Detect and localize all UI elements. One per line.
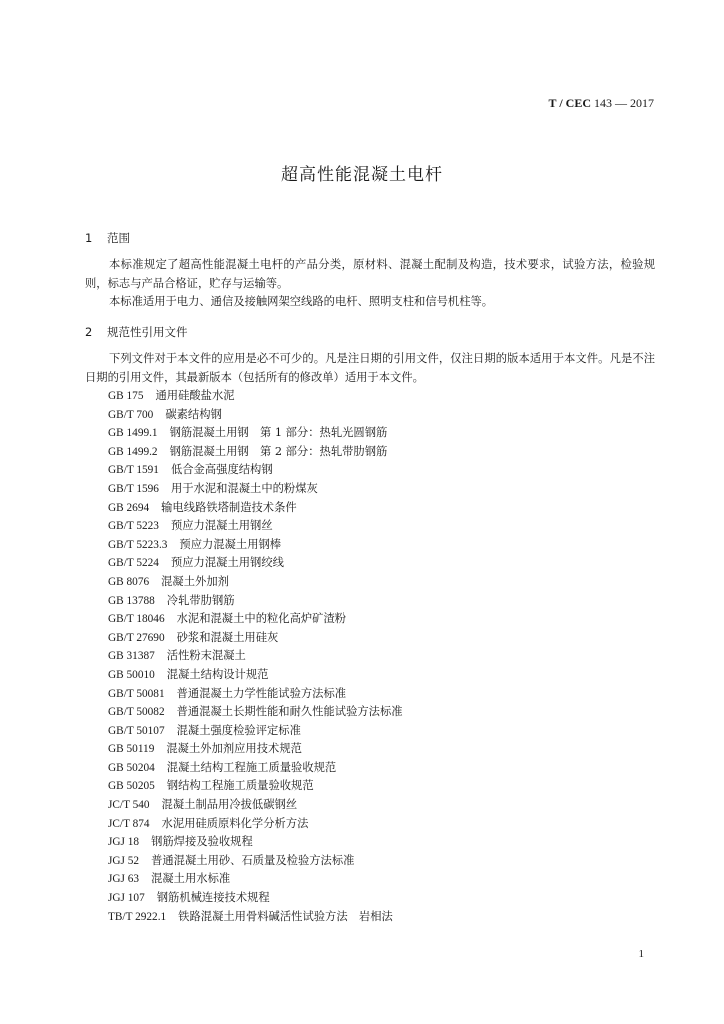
reference-item: [108, 480, 403, 499]
reference-item: [108, 647, 403, 666]
reference-title: 活性粉末混凝土: [166, 649, 246, 663]
reference-code: GB 2694: [108, 501, 150, 514]
reference-item: [108, 722, 403, 741]
reference-item: [108, 406, 403, 425]
reference-item: [108, 815, 403, 834]
reference-code: GB 50119: [108, 743, 155, 756]
reference-code: GB 50205: [108, 780, 155, 793]
reference-code: TB/T 2922.1: [108, 910, 167, 923]
page-number: 1: [638, 948, 644, 960]
reference-code: GB/T 50107: [108, 724, 165, 737]
reference-code: JGJ 107: [108, 892, 145, 905]
reference-title: 低合金高强度结构钢: [170, 463, 273, 477]
reference-code: GB 50204: [108, 761, 155, 774]
reference-code: GB/T 50081: [108, 687, 165, 700]
reference-code: GB/T 1591: [108, 464, 159, 477]
reference-list: [108, 387, 403, 926]
reference-title: 预应力混凝土用钢丝: [170, 519, 273, 533]
reference-item: [108, 554, 403, 573]
reference-item: [108, 387, 403, 406]
reference-title: 碳素结构钢: [165, 407, 222, 421]
section-title: 范围: [107, 231, 130, 245]
standard-code-prefix: T / CEC: [548, 96, 591, 110]
reference-title: 钢筋机械连接技术规程: [156, 891, 270, 905]
scope-paragraph-2: 本标准适用于电力、通信及接触网架空线路的电杆、照明支柱和信号机柱等。: [109, 295, 494, 308]
reference-item: [108, 499, 403, 518]
reference-title: 用于水泥和混凝土中的粉煤灰: [170, 481, 318, 495]
reference-title: 混凝土外加剂: [161, 574, 229, 588]
reference-code: JGJ 63: [108, 873, 140, 886]
references-intro-paragraph: 下列文件对于本文件的应用是必不可少的。凡是注日期的引用文件，仅注日期的版本适用于本文件。凡是不注日期的引用文件，其最新版本（包括所有的修改单）适用于本文件。: [85, 352, 655, 384]
reference-title: 铁路混凝土用骨料碱活性试验方法 岩相法: [178, 909, 393, 923]
reference-code: GB 1499.2: [108, 445, 158, 458]
reference-item: [108, 666, 403, 685]
reference-item: [108, 777, 403, 796]
reference-title: 水泥用硅质原料化学分析方法: [161, 816, 309, 830]
reference-title: 混凝土强度检验评定标准: [176, 723, 301, 737]
reference-title: 混凝土结构设计规范: [166, 667, 269, 681]
reference-code: GB 13788: [108, 594, 155, 607]
reference-code: GB 1499.1: [108, 427, 158, 440]
reference-title: 砂浆和混凝土用硅灰: [176, 630, 279, 644]
section-heading-normative-references: [85, 324, 188, 340]
reference-item: [108, 870, 403, 889]
reference-code: GB/T 50082: [108, 706, 165, 719]
reference-title: 普通混凝土力学性能试验方法标准: [176, 686, 347, 700]
reference-title: 钢筋混凝土用钢 第 1 部分：热轧光圆钢筋: [169, 426, 388, 440]
section-title: 规范性引用文件: [107, 325, 188, 339]
section-heading-scope: [85, 230, 130, 246]
reference-item: [108, 443, 403, 462]
reference-code: GB/T 5223.3: [108, 538, 168, 551]
reference-code: JGJ 18: [108, 836, 140, 849]
reference-item: [108, 703, 403, 722]
reference-title: 预应力混凝土用钢棒: [179, 537, 282, 551]
reference-item: [108, 629, 403, 648]
reference-item: [108, 759, 403, 778]
reference-code: GB/T 18046: [108, 613, 165, 626]
reference-item: [108, 833, 403, 852]
reference-title: 钢结构工程施工质量验收规范: [166, 779, 314, 793]
reference-code: GB/T 1596: [108, 482, 159, 495]
reference-code: GB/T 27690: [108, 631, 165, 644]
reference-title: 冷轧带肋钢筋: [166, 593, 235, 607]
reference-title: 预应力混凝土用钢绞线: [170, 556, 284, 570]
reference-item: [108, 424, 403, 443]
section-number: 2: [85, 325, 93, 339]
reference-title: 通用硅酸盐水泥: [155, 389, 235, 402]
reference-title: 普通混凝土长期性能和耐久性能试验方法标准: [176, 705, 403, 719]
reference-title: 混凝土结构工程施工质量验收规范: [166, 760, 337, 774]
reference-code: GB 8076: [108, 575, 150, 588]
reference-title: 普通混凝土用砂、石质量及检验方法标准: [151, 853, 355, 867]
standard-code: [549, 96, 654, 111]
reference-code: GB/T 5224: [108, 557, 159, 570]
reference-title: 混凝土制品用冷拔低碳钢丝: [161, 798, 298, 812]
reference-title: 钢筋焊接及验收规程: [151, 835, 253, 849]
reference-title: 钢筋混凝土用钢 第 2 部分：热轧带肋钢筋: [169, 444, 388, 458]
reference-code: GB 50010: [108, 668, 155, 681]
reference-code: JC/T 874: [108, 817, 150, 830]
reference-item: [108, 740, 403, 759]
standard-code-number: 143 — 2017: [594, 96, 654, 110]
reference-item: [108, 573, 403, 592]
reference-code: JC/T 540: [108, 799, 150, 812]
reference-item: [108, 517, 403, 536]
reference-item: [108, 908, 403, 927]
reference-title: 混凝土外加剂应用技术规范: [166, 742, 302, 756]
reference-item: [108, 536, 403, 555]
reference-code: GB 31387: [108, 650, 155, 663]
reference-code: GB/T 700: [108, 408, 154, 421]
section-number: 1: [85, 231, 93, 245]
reference-title: 输电线路铁塔制造技术条件: [161, 500, 297, 514]
reference-title: 混凝土用水标准: [151, 872, 231, 886]
reference-item: [108, 852, 403, 871]
reference-item: [108, 889, 403, 908]
document-title: 超高性能混凝土电杆: [281, 165, 443, 185]
reference-code: GB 175: [108, 390, 144, 402]
reference-code: JGJ 52: [108, 854, 140, 867]
scope-paragraph-1: 本标准规定了超高性能混凝土电杆的产品分类，原材料、混凝土配制及构造，技术要求，试验方法，检验规则，标志与产品合格证，贮存与运输等。: [85, 258, 655, 290]
reference-item: [108, 610, 403, 629]
reference-code: GB/T 5223: [108, 520, 159, 533]
reference-item: [108, 592, 403, 611]
reference-item: [108, 796, 403, 815]
reference-item: [108, 461, 403, 480]
reference-item: [108, 685, 403, 704]
reference-title: 水泥和混凝土中的粒化高炉矿渣粉: [176, 612, 347, 626]
